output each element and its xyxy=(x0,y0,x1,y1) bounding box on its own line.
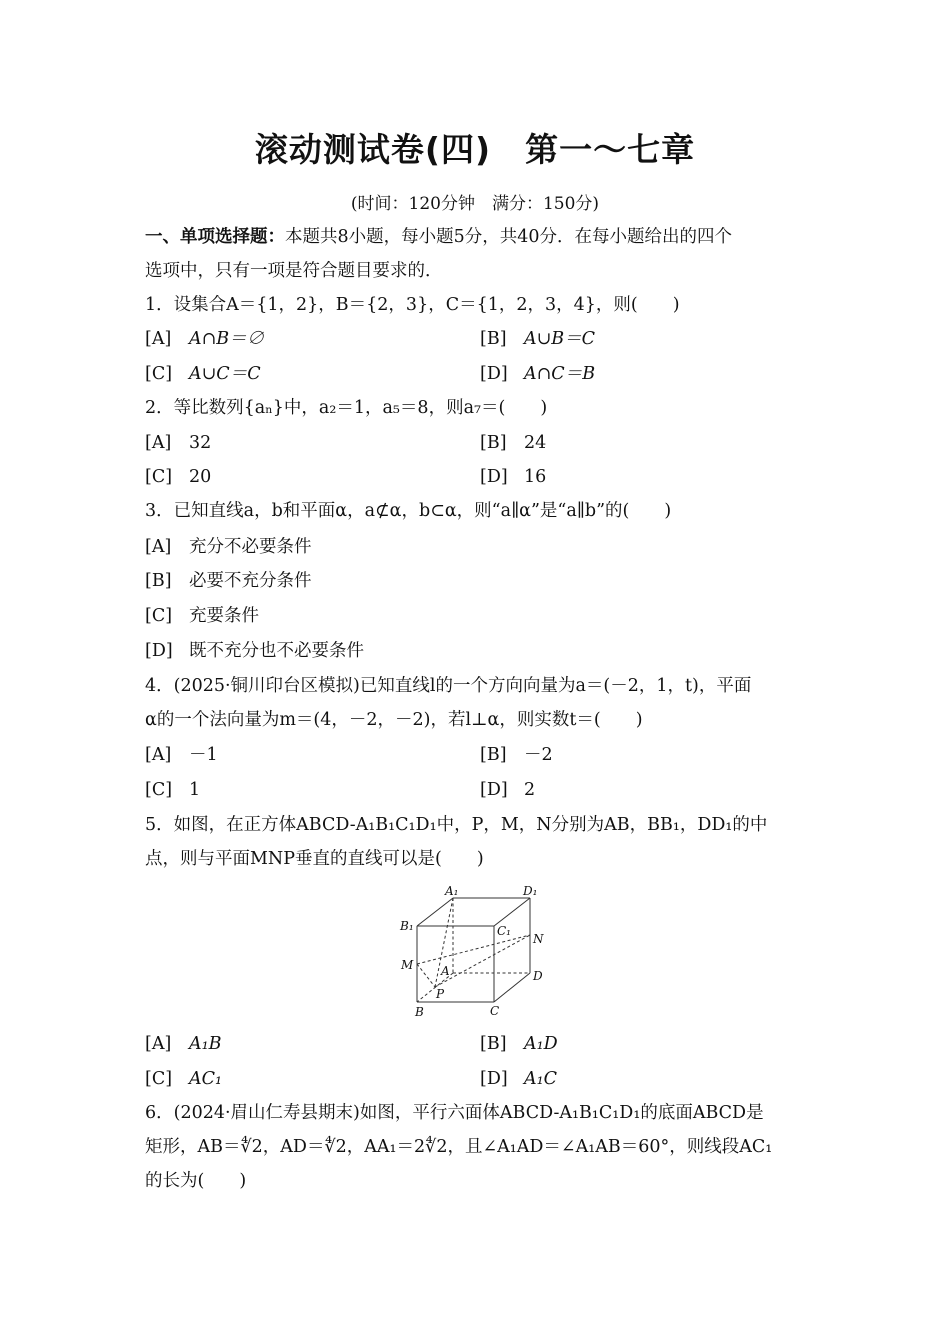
cube-figure xyxy=(395,880,555,1022)
q2-option-c: [C] 20 xyxy=(145,467,212,487)
q1-option-a: [A] A∩B＝∅ xyxy=(145,329,265,349)
q3-option-c: [C] 充要条件 xyxy=(145,606,259,626)
section-heading: 一、单项选择题： xyxy=(145,227,285,247)
q5-stem-line1: 5．如图，在正方体ABCD-A₁B₁C₁D₁中，P，M，N分别为AB，BB₁，DD₁的中 xyxy=(145,815,768,835)
q6-stem-line3: 的长为( ) xyxy=(145,1171,247,1191)
segment-mp xyxy=(417,964,435,987)
q5-option-a: [A] A₁B xyxy=(145,1034,222,1054)
label-c: C xyxy=(490,1004,500,1018)
q4-option-c: [C] 1 xyxy=(145,780,201,800)
label-a: A xyxy=(441,964,450,978)
label-a1: A₁ xyxy=(445,884,459,898)
label-c1: C₁ xyxy=(497,924,511,938)
page-title: 滚动测试卷(四) 第一～七章 xyxy=(254,130,696,169)
q4-option-d: [D] 2 xyxy=(480,780,536,800)
q2-stem: 2．等比数列{aₙ}中，a₂＝1，a₅＝8，则a₇＝( ) xyxy=(145,398,548,418)
q3-option-b: [B] 必要不充分条件 xyxy=(145,571,312,591)
q6-stem-line2: 矩形，AB＝∜2，AD＝∜2，AA₁＝2∜2，且∠A₁AD＝∠A₁AB＝60°，则线段AC₁ xyxy=(145,1137,773,1157)
section-text-1: 本题共8小题，每小题5分，共40分．在每小题给出的四个 xyxy=(285,227,733,247)
label-d1: D₁ xyxy=(523,884,538,898)
q4-stem-line2: α的一个法向量为m＝(4，－2，－2)，若l⊥α，则实数t＝( ) xyxy=(145,710,643,730)
edge-dc xyxy=(494,973,530,1002)
q1-option-d: [D] A∩C＝B xyxy=(480,364,596,384)
section-intro-line2: 选项中，只有一项是符合题目要求的． xyxy=(145,261,443,281)
q1-stem: 1．设集合A＝{1，2}，B＝{2，3}，C＝{1，2，3，4}，则( ) xyxy=(145,295,680,315)
label-m: M xyxy=(401,958,414,972)
q4-option-a: [A] －1 xyxy=(145,745,218,765)
q1-option-b: [B] A∪B＝C xyxy=(480,329,596,349)
q2-option-a: [A] 32 xyxy=(145,433,212,453)
q5-option-c: [C] AC₁ xyxy=(145,1069,223,1089)
q5-option-d: [D] A₁C xyxy=(480,1069,558,1089)
segment-pn xyxy=(435,935,530,987)
q4-stem-line1: 4．(2025·铜川印台区模拟)已知直线l的一个方向向量为a＝(－2，1，t)，平面 xyxy=(145,676,752,696)
label-d: D xyxy=(533,969,543,983)
label-n: N xyxy=(533,932,544,946)
exam-info: (时间：120分钟 满分：150分) xyxy=(350,194,600,214)
q1-option-c: [C] A∪C＝C xyxy=(145,364,261,384)
q6-stem-line1: 6．(2024·眉山仁寿县期末)如图，平行六面体ABCD-A₁B₁C₁D₁的底面ABCD是 xyxy=(145,1103,764,1123)
q2-option-b: [B] 24 xyxy=(480,433,547,453)
q5-stem-line2: 点，则与平面MNP垂直的直线可以是( ) xyxy=(145,849,484,869)
label-b1: B₁ xyxy=(400,919,414,933)
q4-option-b: [B] －2 xyxy=(480,745,553,765)
edge-d1c1 xyxy=(494,898,530,926)
q5-option-b: [B] A₁D xyxy=(480,1034,558,1054)
q3-option-d: [D] 既不充分也不必要条件 xyxy=(145,641,364,661)
q2-option-d: [D] 16 xyxy=(480,467,547,487)
q3-stem: 3．已知直线a，b和平面α，a⊄α，b⊂α，则“a∥α”是“a∥b”的( ) xyxy=(145,501,672,521)
q3-option-a: [A] 充分不必要条件 xyxy=(145,537,312,557)
label-b: B xyxy=(415,1005,424,1019)
edge-b1a1 xyxy=(417,898,453,926)
section-intro-line1 xyxy=(145,225,732,249)
label-p: P xyxy=(436,987,445,1001)
segment-mn xyxy=(417,935,530,964)
